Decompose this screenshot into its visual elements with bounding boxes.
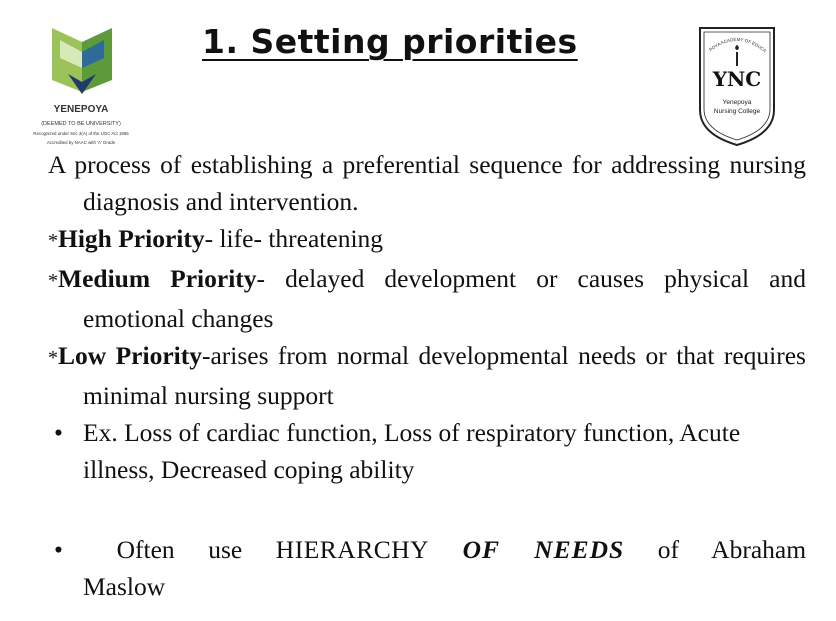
slide-body bbox=[48, 146, 806, 605]
logo-right-monogram: YNC bbox=[712, 67, 762, 91]
high-priority-text: - life- threatening bbox=[204, 224, 384, 253]
low-priority-text: -arises from normal developmental needs or that requires minimal nursing support bbox=[83, 341, 806, 410]
hierarchy-pre: Often use bbox=[116, 535, 243, 564]
logo-left-name: YENEPOYA bbox=[53, 104, 109, 115]
high-priority-label: High Priority bbox=[58, 224, 205, 253]
hierarchy-last: Maslow bbox=[83, 572, 166, 601]
yenepoya-university-logo bbox=[22, 22, 140, 154]
low-priority-item bbox=[48, 337, 806, 414]
high-priority-item bbox=[48, 220, 806, 260]
hierarchy-word: HIERARCHY bbox=[275, 535, 430, 564]
hierarchy-item bbox=[48, 531, 806, 605]
definition-text: A process of establishing a preferential sequence for addressing nursing diagnosis and intervention. bbox=[48, 150, 806, 216]
low-marker: * bbox=[48, 347, 58, 369]
bullet-icon: • bbox=[54, 418, 63, 447]
logo-right-line2: Nursing College bbox=[713, 108, 761, 115]
shield-emblem-icon bbox=[52, 28, 112, 94]
of-needs-word: OF NEEDS bbox=[462, 535, 625, 564]
logo-right-arc: POYA ACADEMY OF EDUCA bbox=[708, 36, 768, 54]
logo-right-line1: Yenepoya bbox=[722, 99, 752, 106]
low-priority-label: Low Priority bbox=[58, 341, 202, 370]
yenepoya-nursing-college-logo bbox=[696, 24, 778, 148]
logo-left-line3: Accredited by NAAC with 'A' Grade bbox=[46, 140, 116, 145]
medium-priority-label: Medium Priority bbox=[58, 264, 257, 293]
hierarchy-post: of Abraham bbox=[657, 535, 807, 564]
medium-priority-item bbox=[48, 260, 806, 337]
logo-left-line1: (DEEMED TO BE UNIVERSITY) bbox=[41, 121, 121, 127]
bullet-icon: • bbox=[54, 535, 63, 564]
high-marker: * bbox=[48, 230, 58, 252]
hierarchy-line bbox=[83, 531, 806, 568]
example-text: Ex. Loss of cardiac function, Loss of respiratory function, Acute illness, Decreased coping ability bbox=[83, 418, 741, 484]
medium-priority-text: - delayed development or causes physical and emotional changes bbox=[83, 264, 806, 333]
medium-marker: * bbox=[48, 270, 58, 292]
example-item bbox=[48, 414, 806, 488]
logo-left-line2: Recognized under Sec 3(A) of the UGC Act 1956 bbox=[33, 131, 129, 136]
slide-title: 1. Setting priorities bbox=[202, 22, 578, 61]
